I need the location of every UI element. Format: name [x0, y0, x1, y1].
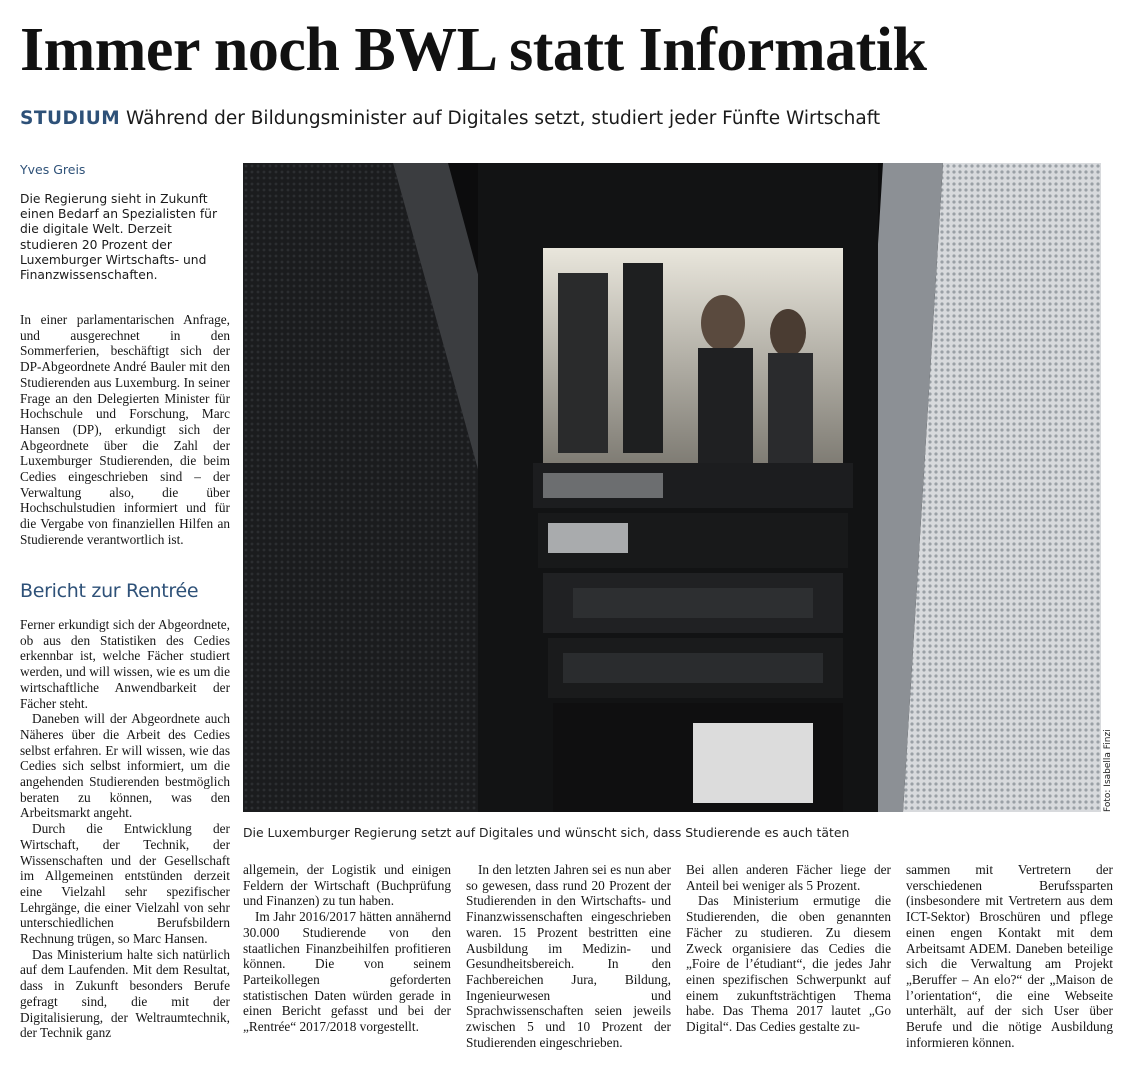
crosshead: Bericht zur Rentrée: [20, 580, 199, 602]
paragraph: In den letzten Jahren sei es nun aber so gewesen, dass rund 20 Prozent der Studierenden in den Wirtschafts- und Finanzwissenschaften eingeschrieben waren. 15 Prozent bestritten eine Ausbildung im Medizin- und Gesundheitsbereich. In den Fachbereichen Jura, Bildung, Ingenieurwesen und Sprachwissenschaften seien jeweils zwischen 5 und 10 Prozent der Studierenden eingeschrieben.: [466, 862, 671, 1050]
paragraph: Ferner erkundigt sich der Abgeordnete, ob aus den Statistiken des Cedies erkennbar ist, welche Fächer studiert werden, und will wissen, wie es um die wirtschaftliche Anwendbarkeit der Fächer steht.: [20, 617, 230, 711]
paragraph: sammen mit Vertretern der verschiedenen Berufssparten (insbesondere mit Vertretern aus dem ICT-Sektor) Broschüren und pflege einen engen Kontakt mit dem Arbeitsamt ADEM. Daneben beteilige sich die Verwaltung am Projekt „Beruffer – An elo?“ der „Maison de l’orientation“, die eine Webseite unterhält, auf der sich User über Berufe und die nötige Ausbildung informieren können.: [906, 862, 1113, 1050]
column-2: [243, 862, 451, 1035]
paragraph: Daneben will der Abgeordnete auch Näheres über die Arbeit des Cedies selbst erfahren. Er will wissen, wie das Cedies sich selbst informiert, um die angehenden Studierenden bestmöglich beraten zu können, was den Arbeitsmarkt angeht.: [20, 711, 230, 821]
column-5: [906, 862, 1113, 1050]
author-byline: Yves Greis: [20, 162, 86, 177]
column-1: [20, 617, 230, 1041]
server-room-image: [243, 163, 1101, 812]
paragraph: Im Jahr 2016/2017 hätten annähernd 30.000 Studierende von den staatlichen Finanzbeihilfen profitieren können. Die von seinem Parteikollegen geforderten statistischen Daten würden gerade in einen Bericht gefasst und bei der „Rentrée“ 2017/2018 vorgestellt.: [243, 909, 451, 1035]
photo-credit: Foto: Isabella Finzi: [1103, 729, 1113, 812]
paragraph: Durch die Entwicklung der Wirtschaft, der Technik, der Wissenschaften und der Gesellschaft im Allgemeinen entstünden derzeit eine Vielzahl sehr spezifischer Lehrgänge, die einer Vielzahl von sehr unterschiedlichen Berufsbildern Rechnung trügen, so Marc Hansen.: [20, 821, 230, 947]
paragraph: Das Ministerium halte sich natürlich auf dem Laufenden. Mit dem Resultat, dass in Zukunft besonders Berufe gefragt sind, die mit der Digitalisierung, der Weltraumtechnik, der Technik ganz: [20, 946, 230, 1041]
subline: [20, 104, 1115, 134]
photo-caption: Die Luxemburger Regierung setzt auf Digitales und wünscht sich, dass Studierende es auch täten: [243, 825, 850, 840]
photo-server-rack: [243, 163, 1101, 812]
paragraph: In einer parlamentarischen Anfrage, und ausgerechnet in den Sommerferien, beschäftigt sich der DP-Abgeordnete André Bauler mit den Studierenden aus Luxemburg. In seiner Frage an den Delegierten Minister für Hochschule und Forschung, Marc Hansen (DP), erkundigt sich der Abgeordnete über die Zahl der Luxemburger Studierenden, die beim Cedies eingeschrieben sind – der Verwaltung also, die über Hochschulstudien informiert und für die Vergabe von finanziellen Hilfen an Studierende verantwortlich ist.: [20, 312, 230, 547]
teaser-text: Die Regierung sieht in Zukunft einen Bedarf an Spezialisten für die digitale Welt. Derzeit studieren 20 Prozent der Luxemburger Wirtschafts- und Finanzwissenschaften.: [20, 192, 218, 283]
column-1-intro: [20, 312, 230, 548]
kicker: STUDIUM: [20, 108, 121, 129]
paragraph: Bei allen anderen Fächer liege der Anteil bei weniger als 5 Prozent.: [686, 862, 891, 893]
column-3: [466, 862, 671, 1050]
paragraph: allgemein, der Logistik und einigen Feldern der Wirtschaft (Buchprüfung und Finanzen) zu tun haben.: [243, 862, 451, 909]
column-4: [686, 862, 891, 1035]
headline: Immer noch BWL statt Informatik: [20, 16, 927, 84]
subline-text: Während der Bildungsminister auf Digitales setzt, studiert jeder Fünfte Wirtschaft: [126, 108, 881, 129]
paragraph: Das Ministerium ermutige die Studierenden, die oben genannten Fächer zu studieren. Zu diesem Zweck organisiere das Cedies die „Foire de l’étudiant“, die jedes Jahr einen spezifischen Schwerpunkt auf einem zukunftsträchtigen Thema habe. Das Thema 2017 lautet „Go Digital“. Das Cedies gestalte zu-: [686, 893, 891, 1035]
